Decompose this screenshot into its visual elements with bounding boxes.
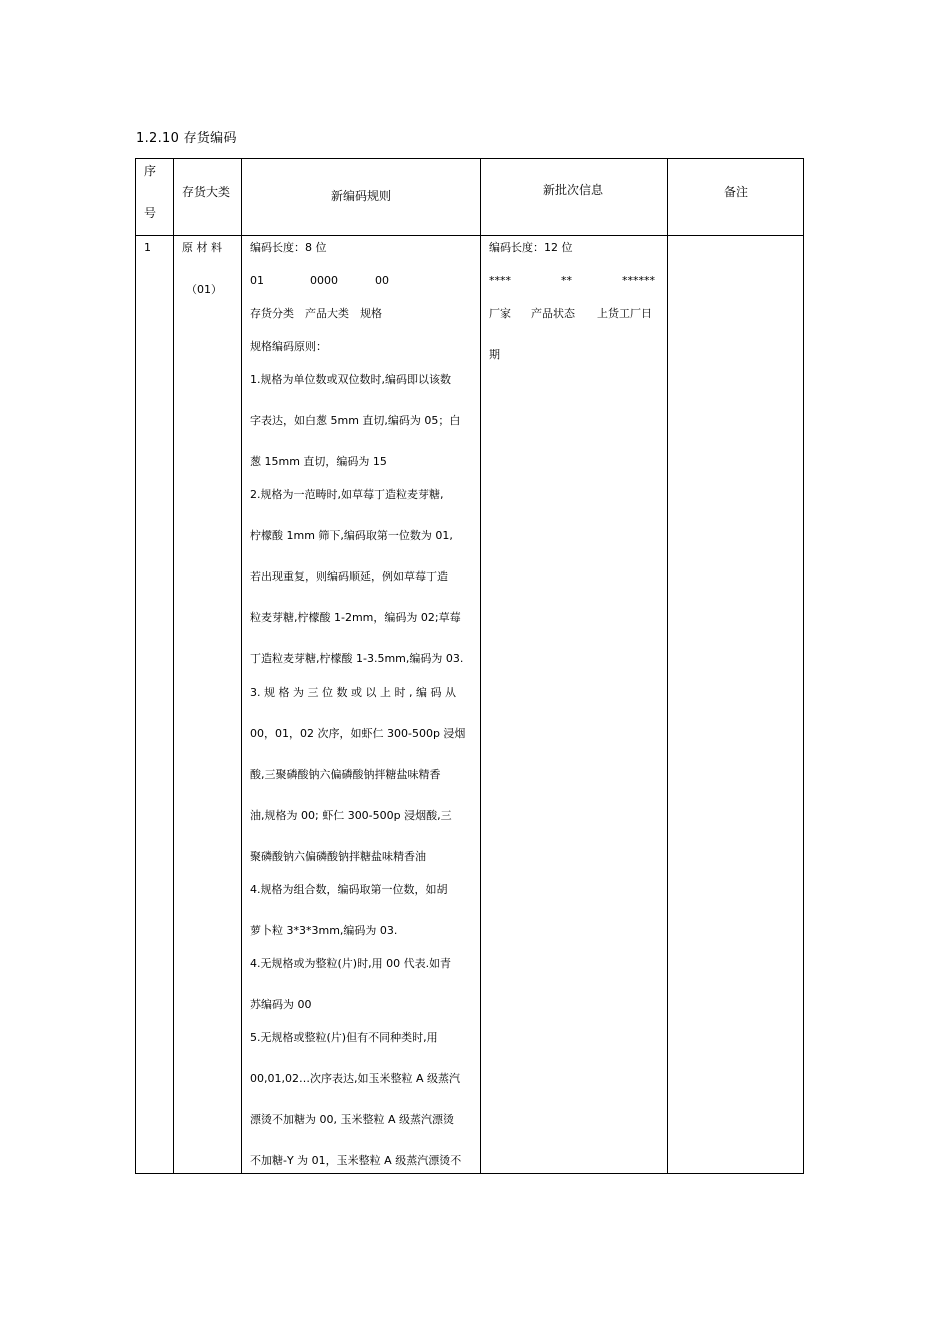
rule-line: 4.规格为组合数，编码取第一位数，如胡 <box>250 883 448 896</box>
column-divider <box>480 159 481 1173</box>
rule-line: 萝卜粒 3*3*3mm,编码为 03. <box>250 924 398 937</box>
rule-line: 葱 15mm 直切，编码为 15 <box>250 455 387 468</box>
batch-label: 上货工厂日 <box>597 307 652 320</box>
batch-label: 厂家 <box>489 307 511 320</box>
batch-label: 产品状态 <box>531 307 575 320</box>
rule-line: 存货分类 产品大类 规格 <box>250 307 382 320</box>
header-seq-top: 序 <box>144 164 157 178</box>
column-divider <box>173 159 174 1173</box>
row-seq: 1 <box>144 241 151 254</box>
header-new-batch-info: 新批次信息 <box>543 183 604 197</box>
rule-line: 不加糖-Y 为 01，玉米整粒 A 级蒸汽漂烫不 <box>250 1154 462 1167</box>
code-segment: 00 <box>375 274 389 287</box>
rule-line: 5.无规格或整粒(片)但有不同种类时,用 <box>250 1031 438 1044</box>
header-category: 存货大类 <box>182 185 231 199</box>
rule-line: 若出现重复，则编码顺延，例如草莓丁造 <box>250 570 448 583</box>
rule-line: 00，01，02 次序，如虾仁 300-500p 浸烟 <box>250 727 466 740</box>
rule-line: 柠檬酸 1mm 筛下,编码取第一位数为 01, <box>250 529 453 542</box>
rule-line: 聚磷酸钠六偏磷酸钠拌糖盐味精香油 <box>250 850 426 863</box>
rule-line: 苏编码为 00 <box>250 998 312 1011</box>
batch-segment: ** <box>561 274 572 287</box>
category-name: 原 材 料 <box>182 241 222 254</box>
header-seq-bottom: 号 <box>144 206 157 220</box>
rule-line: 粒麦芽糖,柠檬酸 1-2mm，编码为 02;草莓 <box>250 611 461 624</box>
rule-line: 2.规格为一范畴时,如草莓丁造粒麦芽糖, <box>250 488 444 501</box>
code-segment: 0000 <box>310 274 338 287</box>
rule-line: 漂烫不加糖为 00, 玉米整粒 A 级蒸汽漂烫 <box>250 1113 455 1126</box>
column-divider <box>241 159 242 1173</box>
rule-line: 规格编码原则： <box>250 340 327 353</box>
header-new-code-rule: 新编码规则 <box>331 189 392 203</box>
section-title: 1.2.10 存货编码 <box>136 131 237 146</box>
inventory-code-table <box>135 158 804 1174</box>
rule-line: 字表达，如白葱 5mm 直切,编码为 05；白 <box>250 414 461 427</box>
batch-line: 编码长度：12 位 <box>489 241 573 254</box>
batch-segment: **** <box>489 274 511 287</box>
header-remarks: 备注 <box>724 185 749 199</box>
rule-line: 油,规格为 00; 虾仁 300-500p 浸烟酸,三 <box>250 809 452 822</box>
rule-line: 00,01,02…次序表达,如玉米整粒 A 级蒸汽 <box>250 1072 460 1085</box>
batch-label: 期 <box>489 348 500 361</box>
column-divider <box>667 159 668 1173</box>
code-segment: 01 <box>250 274 264 287</box>
rule-line: 3. 规 格 为 三 位 数 或 以 上 时 , 编 码 从 <box>250 686 456 699</box>
rule-line: 4.无规格或为整粒(片)时,用 00 代表.如青 <box>250 957 452 970</box>
rule-line: 丁造粒麦芽糖,柠檬酸 1-3.5mm,编码为 03. <box>250 652 464 665</box>
rule-line: 编码长度：8 位 <box>250 241 327 254</box>
category-code: （01） <box>186 283 222 296</box>
rule-line: 酸,三聚磷酸钠六偏磷酸钠拌糖盐味精香 <box>250 768 441 781</box>
rule-line: 1.规格为单位数或双位数时,编码即以该数 <box>250 373 451 386</box>
batch-segment: ****** <box>622 274 655 287</box>
header-divider <box>136 235 803 236</box>
